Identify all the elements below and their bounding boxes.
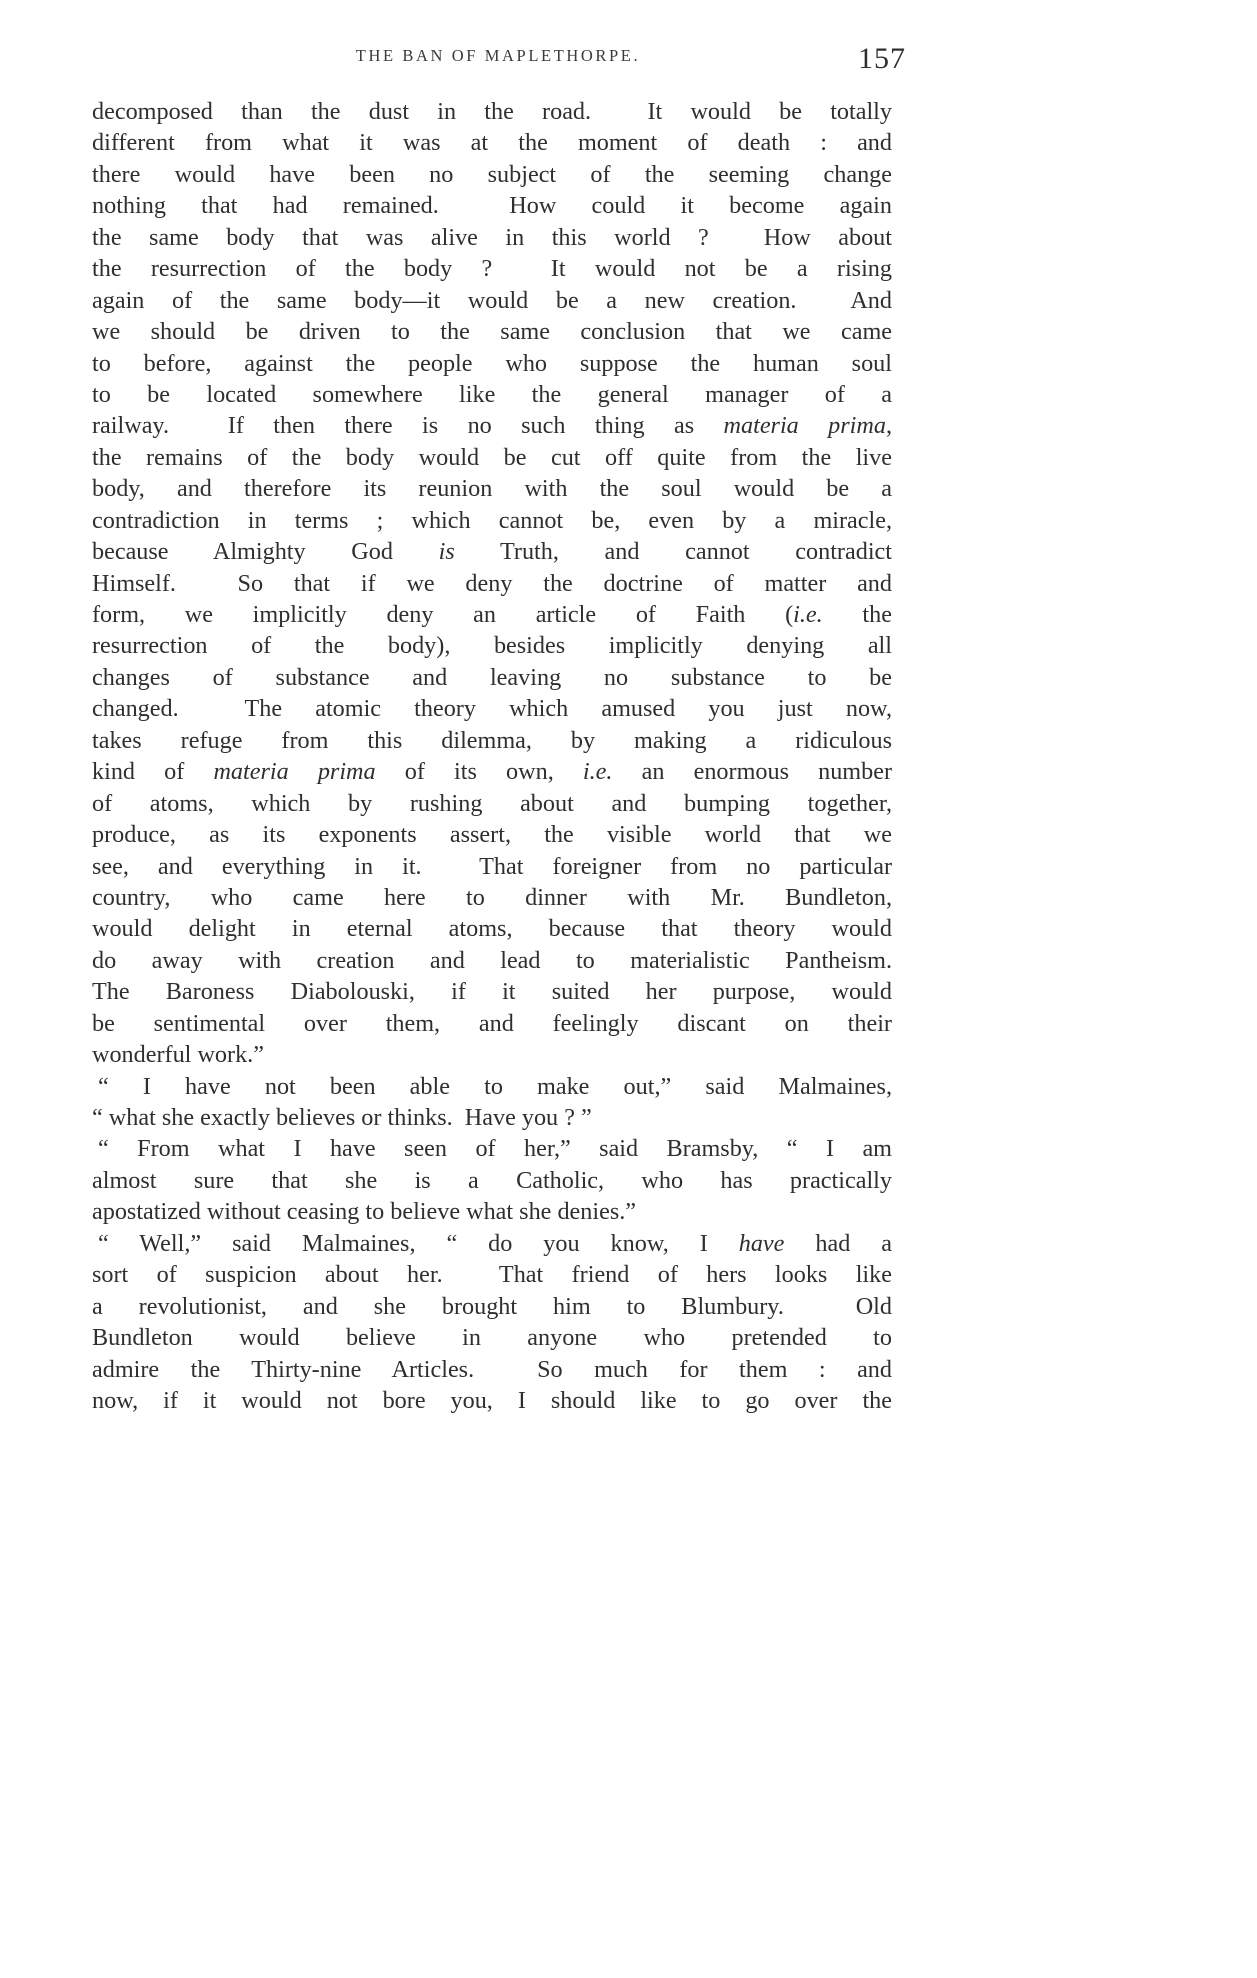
text-segment: Truth, and cannot contradict: [454, 538, 892, 566]
text-line: [92, 442, 892, 473]
text-segment: takes refuge from this dilemma, by making a ridiculous: [92, 726, 892, 754]
text-segment: admire the Thirty-nine Articles. So much for them : and: [92, 1355, 892, 1383]
text-segment: form, we implicitly deny an article of Faith (: [92, 601, 794, 628]
text-segment: “ I have not been able to make out,” said Malmaines,: [98, 1072, 892, 1100]
text-line: [92, 127, 892, 158]
text-segment: different from what it was at the moment of death : and: [92, 129, 892, 157]
text-line: [92, 1102, 892, 1133]
text-segment: sort of suspicion about her. That friend of hers looks like: [92, 1261, 892, 1289]
text-line: [92, 1354, 892, 1385]
text-line: [92, 473, 892, 504]
text-segment: changed. The atomic theory which amused you just now,: [92, 695, 892, 723]
italic-text: have: [738, 1229, 785, 1257]
text-segment: “ From what I have seen of her,” said Bramsby, “ I am: [98, 1135, 892, 1163]
text-line: [92, 285, 892, 316]
italic-text: is: [438, 538, 455, 566]
text-line: [92, 1165, 892, 1196]
text-segment: ,: [885, 412, 892, 440]
text-line: [92, 945, 892, 976]
text-segment: to before, against the people who suppose the human soul: [92, 349, 892, 377]
text-segment: railway. If then there is no such thing as: [92, 412, 724, 440]
text-segment: The Baroness Diabolouski, if it suited her purpose, would: [92, 978, 892, 1006]
text-segment: country, who came here to dinner with Mr. Bundleton,: [92, 883, 892, 911]
text-segment: we should be driven to the same conclusion that we came: [92, 318, 892, 346]
text-line: [92, 599, 892, 630]
text-segment: of its own,: [375, 758, 583, 786]
text-line: [92, 253, 892, 284]
text-line: [92, 788, 892, 819]
text-segment: almost sure that she is a Catholic, who has practically: [92, 1166, 892, 1194]
text-segment: Bundleton would believe in anyone who pretended to: [92, 1324, 892, 1352]
text-line: [92, 410, 892, 441]
text-segment: nothing that had remained. How could it become again: [92, 192, 892, 220]
text-line: [92, 976, 892, 1007]
text-segment: a revolutionist, and she brought him to Blumbury. Old: [92, 1292, 892, 1320]
text-segment: the remains of the body would be cut off quite from the live: [92, 443, 892, 471]
text-line: [92, 1071, 892, 1102]
text-segment: see, and everything in it. That foreigner from no particular: [92, 852, 892, 880]
text-line: [92, 379, 892, 410]
text-line: [92, 1133, 892, 1164]
text-segment: now, if it would not bore you, I should like to go over the: [92, 1386, 892, 1414]
text-segment: Himself. So that if we deny the doctrine of matter and: [92, 569, 892, 597]
text-line: [92, 159, 892, 190]
text-line: [92, 1039, 892, 1070]
text-line: [92, 819, 892, 850]
text-segment: resurrection of the body), besides implicitly denying all: [92, 632, 892, 660]
text-line: [92, 1385, 892, 1416]
text-segment: be sentimental over them, and feelingly discant on their: [92, 1009, 892, 1037]
text-line: [92, 1291, 892, 1322]
text-line: [92, 190, 892, 221]
text-line: [92, 1196, 892, 1227]
text-segment: the same body that was alive in this world ? How about: [92, 223, 892, 251]
text-segment: the resurrection of the body ? It would not be a rising: [92, 255, 892, 283]
text-segment: apostatized without ceasing to believe what she denies.”: [92, 1198, 637, 1226]
text-segment: contradiction in terms ; which cannot be, even by a miracle,: [92, 506, 892, 534]
text-line: [92, 348, 892, 379]
text-segment: “ Well,” said Malmaines, “ do you know, I: [98, 1229, 739, 1257]
text-segment: changes of substance and leaving no substance to be: [92, 663, 892, 691]
text-line: [92, 505, 892, 536]
text-segment: of atoms, which by rushing about and bumping together,: [92, 789, 892, 817]
text-segment: again of the same body—it would be a new creation. And: [92, 286, 892, 314]
text-line: [92, 913, 892, 944]
running-title: THE BAN OF MAPLETHORPE.: [355, 46, 641, 65]
text-line: [92, 851, 892, 882]
text-line: [92, 568, 892, 599]
text-line: [92, 662, 892, 693]
text-segment: the: [822, 601, 892, 628]
text-line: [92, 725, 892, 756]
text-segment: body, and therefore its reunion with the soul would be a: [92, 475, 892, 503]
text-segment: an enormous number: [612, 758, 893, 786]
text-segment: because Almighty God: [92, 538, 439, 566]
text-segment: there would have been no subject of the seeming change: [92, 160, 892, 188]
text-line: [92, 1228, 892, 1259]
text-segment: decomposed than the dust in the road. It would be totally: [92, 98, 892, 125]
italic-text: i.e.: [582, 758, 613, 786]
text-line: [92, 536, 892, 567]
italic-text: i.e.: [793, 601, 823, 628]
italic-text: materia prima: [723, 412, 886, 440]
page-number: 157: [858, 42, 906, 75]
text-segment: produce, as its exponents assert, the visible world that we: [92, 821, 892, 849]
text-line: [92, 882, 892, 913]
text-line: [92, 1008, 892, 1039]
text-segment: would delight in eternal atoms, because that theory would: [92, 915, 892, 943]
text-line: [92, 316, 892, 347]
text-segment: do away with creation and lead to materialistic Pantheism.: [92, 946, 892, 974]
text-line: [92, 1259, 892, 1290]
text-segment: had a: [784, 1229, 892, 1257]
text-line: [92, 1322, 892, 1353]
text-segment: kind of: [92, 758, 214, 786]
text-line: [92, 756, 892, 787]
text-line: [92, 630, 892, 661]
text-segment: “ what she exactly believes or thinks. Have you ? ”: [92, 1104, 592, 1131]
text-segment: wonderful work.”: [92, 1041, 264, 1069]
body-text: [92, 96, 892, 1416]
text-segment: to be located somewhere like the general manager of a: [92, 380, 892, 408]
italic-text: materia prima: [213, 758, 376, 786]
text-line: [92, 96, 892, 127]
text-line: [92, 693, 892, 724]
text-line: [92, 222, 892, 253]
